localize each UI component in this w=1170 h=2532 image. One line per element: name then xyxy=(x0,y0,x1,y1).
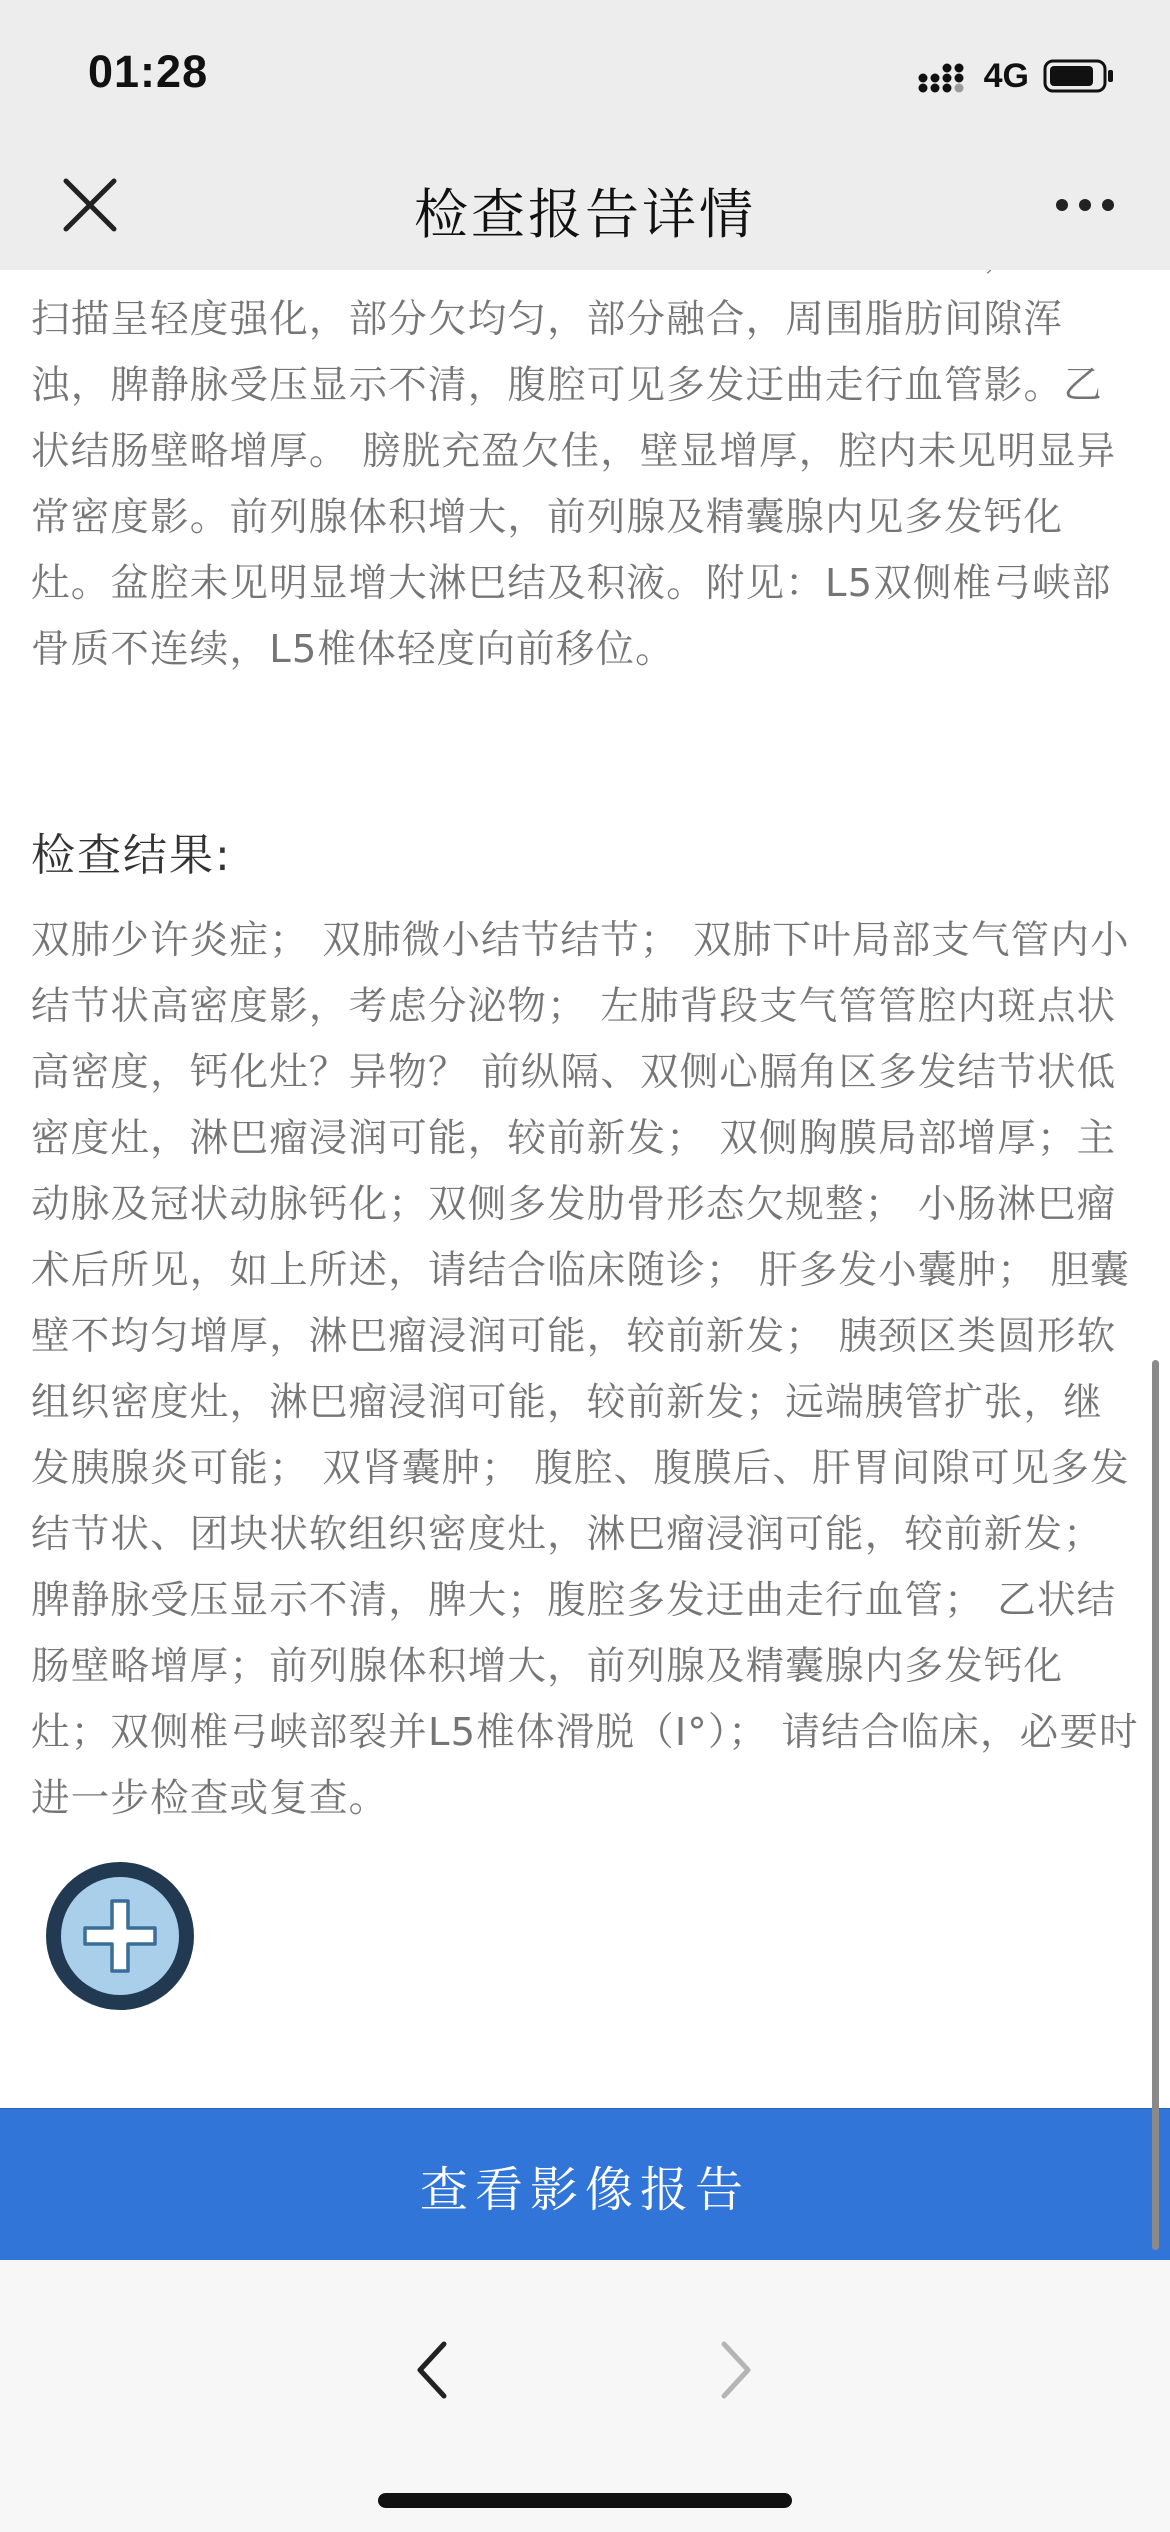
report-content-inner xyxy=(31,235,1141,1832)
more-icon-dot xyxy=(1102,199,1114,211)
chevron-right-icon xyxy=(716,2340,756,2400)
status-time: 01:28 xyxy=(88,46,209,97)
more-icon-dot xyxy=(1079,199,1091,211)
result-heading: 检查结果: xyxy=(31,830,232,881)
forward-button[interactable] xyxy=(696,2330,776,2410)
more-icon xyxy=(1056,199,1068,211)
bottom-toolbar xyxy=(0,2260,1170,2532)
floating-add-button[interactable] xyxy=(46,1862,194,2010)
more-button[interactable] xyxy=(1040,170,1130,240)
status-indicators xyxy=(918,56,1115,96)
scrollbar[interactable] xyxy=(1152,1360,1159,2250)
findings-paragraph: 扫描呈轻度强化，部分欠均匀，部分融合，周围脂肪间隙浑浊，脾静脉受压显示不清，腹腔可见多发迂曲走行血管影。乙状结肠壁略增厚。 膀胱充盈欠佳，壁显增厚，腔内未见明显异常密度影。前列腺体积增大，前列腺及精囊腺内见多发钙化灶。盆腔未见明显增大淋巴结及积液。附见：L5双侧椎弓峡部骨质不连续，L5椎体轻度向前移位。 xyxy=(31,297,1117,672)
chevron-left-icon xyxy=(412,2340,452,2400)
view-image-report-button[interactable]: 查看影像报告 xyxy=(0,2108,1170,2261)
network-type: 4G xyxy=(983,56,1029,95)
back-button[interactable] xyxy=(392,2330,472,2410)
fab-inner xyxy=(61,1877,179,1995)
signal-icon xyxy=(918,59,970,93)
battery-icon xyxy=(1043,58,1115,94)
report-content[interactable] xyxy=(0,235,1170,2105)
nav-bar xyxy=(0,130,1170,270)
home-indicator xyxy=(378,2493,792,2508)
plus-icon xyxy=(75,1891,165,1981)
status-bar xyxy=(0,0,1170,130)
result-paragraph: 双肺少许炎症； 双肺微小结节结节； 双肺下叶局部支气管内小结节状高密度影，考虑分泌物； 左肺背段支气管管腔内斑点状高密度，钙化灶？异物？ 前纵隔、双侧心膈角区多发结节状低密度灶，淋巴瘤浸润可能，较前新发； 双侧胸膜局部增厚；主动脉及冠状动脉钙化；双侧多发肋骨形态欠规整； 小肠淋巴瘤术后所见，如上所述，请结合临床随诊； 肝多发小囊肿； 胆囊壁不均匀增厚，淋巴瘤浸润可能，较前新发； 胰颈区类圆形软组织密度灶，淋巴瘤浸润可能，较前新发；远端胰管扩张，继发胰腺炎可能； 双肾囊肿； 腹腔、腹膜后、肝胃间隙可见多发结节状、团块状软组织密度灶，淋巴瘤浸润可能，较前新发；脾静脉受压显示不清，脾大；腹腔多发迂曲走行血管； 乙状结肠壁略增厚；前列腺体积增大，前列腺及精囊腺内多发钙化灶；双侧椎弓峡部裂并L5椎体滑脱（I°）； 请结合临床，必要时进一步检查或复查。 xyxy=(31,918,1139,1821)
page-title: 检查报告详情 xyxy=(414,183,756,246)
